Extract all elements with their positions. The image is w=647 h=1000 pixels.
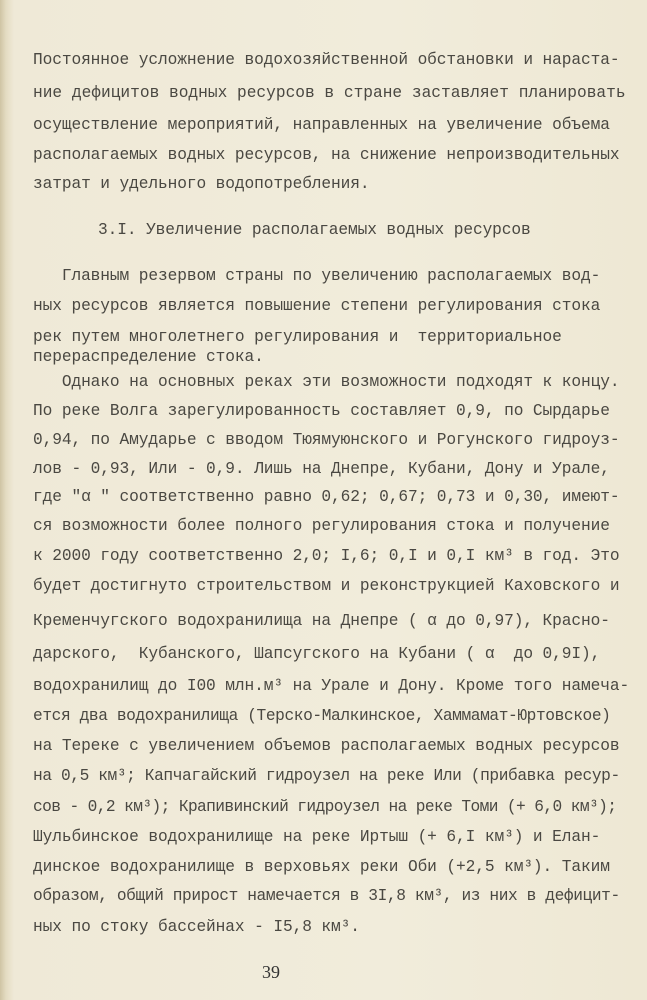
paragraph-3-line: динское водохранилище в верховьях реки Оби (+2,5 км³). Таким (33, 858, 610, 876)
paragraph-2-line: перераспределение стока. (33, 348, 264, 366)
paragraph-3-line: 0,94, по Амударье с вводом Тюямуюнского и Рогунского гидроуз- (33, 431, 620, 449)
paragraph-3-line: сов - 0,2 км³); Крапивинский гидроузел на реке Томи (+ 6,0 км³); (33, 798, 617, 816)
paragraph-2-line: ных ресурсов является повышение степени регулирования стока (33, 297, 601, 315)
paragraph-3-line: на Тереке с увеличением объемов располагаемых водных ресурсов (33, 737, 620, 755)
paragraph-2-line: Главным резервом страны по увеличению располагаемых вод- (33, 267, 601, 285)
paragraph-3-line: к 2000 году соответственно 2,0; I,6; 0,I и 0,I км³ в год. Это (33, 547, 620, 565)
paragraph-3-line: будет достигнуто строительством и реконструкцией Каховского и (33, 577, 620, 595)
paragraph-3-line: водохранилищ до I00 млн.м³ на Урале и Дону. Кроме того намеча- (33, 677, 630, 695)
paragraph-3-line: на 0,5 км³; Капчагайский гидроузел на реке Или (прибавка ресур- (33, 767, 620, 785)
paragraph-3-line: ных по стоку бассейнах - I5,8 км³. (33, 918, 360, 936)
paragraph-3-line: По реке Волга зарегулированность составляет 0,9, по Сырдарье (33, 402, 610, 420)
page-number: 39 (262, 962, 280, 982)
paragraph-1-line: располагаемых водных ресурсов, на снижение непроизводительных (33, 146, 620, 164)
paragraph-3-line: Кременчугского водохранилища на Днепре ( α до 0,97), Красно- (33, 612, 610, 630)
paragraph-1-line: осуществление мероприятий, направленных на увеличение объема (33, 116, 610, 134)
paragraph-3-line: образом, общий прирост намечается в 3I,8 км³, из них в дефицит- (33, 887, 620, 905)
paragraph-3-line: дарского, Кубанского, Шапсугского на Кубани ( α до 0,9I), (33, 645, 601, 663)
paragraph-3-line: ся возможности более полного регулирования стока и получение (33, 517, 610, 535)
paragraph-3-line: лов - 0,93, Или - 0,9. Лишь на Днепре, Кубани, Дону и Урале, (33, 460, 610, 478)
paragraph-3-line: ется два водохранилища (Терско-Малкинское, Хаммамат-Юртовское) (33, 707, 611, 725)
section-heading: 3.I. Увеличение располагаемых водных ресурсов (98, 221, 531, 239)
paragraph-3-line: где "α " соответственно равно 0,62; 0,67; 0,73 и 0,30, имеют- (33, 488, 620, 506)
paragraph-1-line: затрат и удельного водопотребления. (33, 175, 370, 193)
paragraph-3-line: Однако на основных реках эти возможности подходят к концу. (33, 373, 620, 391)
paragraph-1-line: ние дефицитов водных ресурсов в стране заставляет планировать (33, 84, 626, 102)
paragraph-1-line: Постоянное усложнение водохозяйственной обстановки и нараста- (33, 51, 620, 69)
paragraph-2-line: рек путем многолетнего регулирования и территориальное (33, 328, 562, 346)
paragraph-3-line: Шульбинское водохранилище на реке Иртыш (+ 6,I км³) и Елан- (33, 828, 601, 846)
